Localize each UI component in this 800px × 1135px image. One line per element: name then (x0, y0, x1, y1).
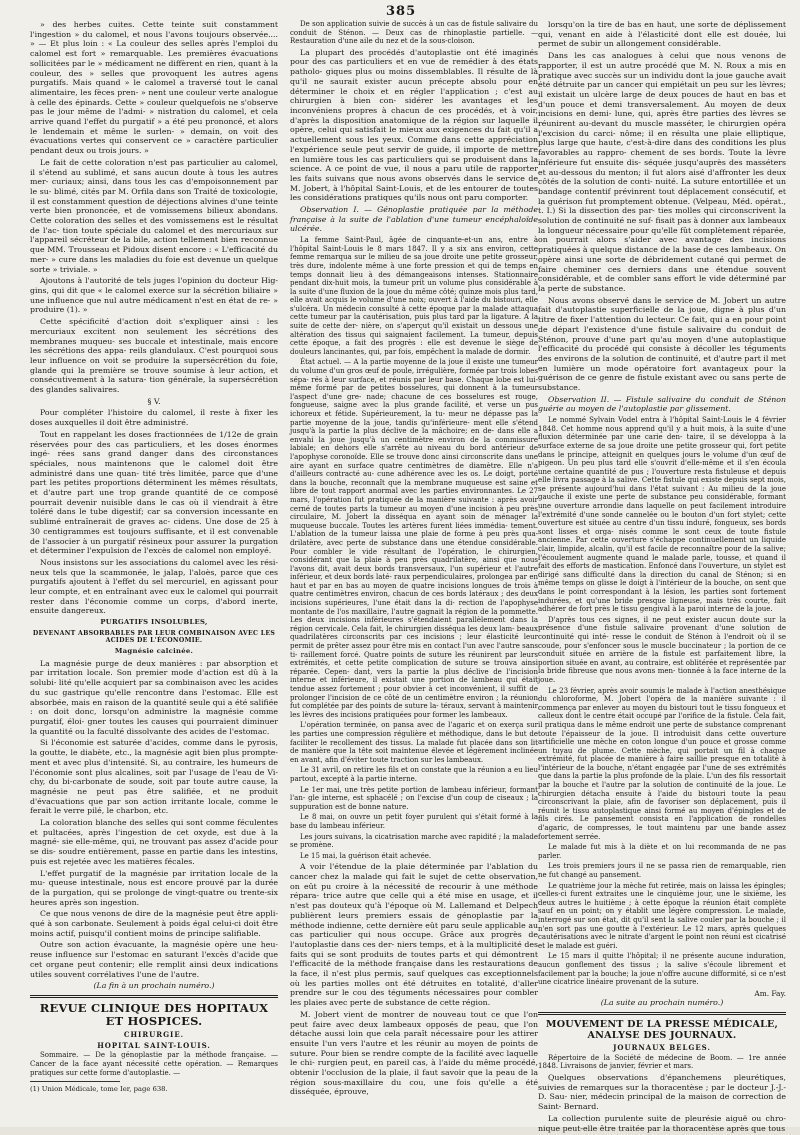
paragraph: Tout en rappelant les doses fractionnées de 1/12e de grain réservées pour des cas particuliers, et les doses énormes ingé- rées sans grand danger dans des circonstances spéciales, nous maintenons que le calomel doit être administré dans une quan- tité très limitée, parce que d'une part les petites proportions déterminent les mêmes résultats, et d'autre part une trop grande quantité de ce composé pourrait devenir nuisible dans le cas où il viendrait à être toléré dans le tube digestif; car sa conversion incessante en sublimé entraînerait de graves ac- cidens. Une dose de 25 à 30 centigrammes est toujours suffisante, et il est convenable de l'associer à un purgatif résineux pour assurer la purgation et déterminer l'expulsion de l'excès de calomel non employé. (30, 429, 278, 556)
section-heading: PURGATIFS INSOLUBLES, (100, 618, 208, 627)
continuation-note: (La suite au prochain numéro.) (600, 998, 724, 1008)
divider (538, 1012, 786, 1015)
paragraph: La coloration blanche des selles qui sont comme féculentes et pultacées, après l'ingestion de cet oxyde, est due à la magné- sie elle-même, qui, ne trouvant pas assez d'acide pour se dis- soudre entièrement, passe en partie dans les intestins, puis est rejetée avec les matières fécales. (30, 818, 278, 866)
divider (30, 995, 278, 998)
revue-title: REVUE CLINIQUE DES HOPITAUX ET HOSPICES. (39, 1000, 269, 1028)
footnote-rule (30, 1081, 120, 1084)
paragraph: L'opération terminée, on pansa avec de l'agaric et on exerça sur les parties une compression régulière et méthodique, dans le but de faciliter le recollement des tissus. La malade fut placée dans son lit de manière que la tête soit maintenue élevée et légèrement inclinée en avant, afin d'éviter toute traction sur les lambeaux. (290, 721, 538, 764)
author-signature: Am. Fay. (754, 988, 786, 998)
paragraph: A voir l'étendue de la plaie déterminée par l'ablation du cancer chez la malade qui fait le sujet de cette observation, on eût pu croire à la nécessité de recourir à une méthode répara- trice autre que celle qui a été mise en usage, et il n'est pas douteux qu'à l'époque où M. Lallemand et Delpech publièrent leurs premiers essais de génoplastie par la méthode indienne, cette dernière eût paru seule applicable au cas particulier qui nous occupe. Grâce aux progrès de l'autoplastie dans ces der- niers temps, et à la multiplicité des faits qui se sont produits de toutes parts et qui démontrent l'efficacité de la méthode française dans les restaurations de la face, il n'est plus permis, sauf quelques cas exceptionnels où les parties molles ont été détruites en totalité, d'aller prendre sur le cou des téguments nécessaires pour combler les plaies avec perte de substance de cette région. (290, 862, 538, 1008)
paragraph: Le 15 mars il quitte l'hôpital; il ne présente aucune induration, aucun gonflement des tissus ; la salive s'écoule librement et facilement par la bouche; la joue n'offre aucune difformité, si ce n'est une cicatrice linéaire provenant de la suture. (538, 952, 786, 987)
revue-subtitle: CHIRURGIE. (123, 1029, 185, 1039)
summary: Sommaire. — De la génoplastie par la méthode française. — Cancer de la face ayant nécessité cette opération. — Remarques pratiques sur cette forme d'autoplastie. — (30, 1051, 278, 1077)
paragraph: Les jours suivans, la cicatrisation marche avec rapidité ; la malade se promène. (290, 832, 538, 850)
paragraph: Le quatrième jour la mèche fut retirée, mais on laissa les épingles; celles-ci furent extraites une le cinquième jour, une le sixième, les deux autres le huitième ; à cette époque la réunion était complète sauf en un point; on y établit une légère compression. Le malade, interrogé sur son état, dit qu'il sent la salive couler par la bouche ; il n'en sort pas une goutte à l'extérieur. Le 12 mars, après quelques cautérisations avec le nitrate d'argent le point non réuni est cicatrisé et le malade est guéri. (538, 881, 786, 950)
repertoire-line: Répertoire de la Société de médecine de Boom. — 1re année 1848. Livraisons de janvier, février et mars. (538, 1053, 786, 1071)
paragraph: lorsqu'on la tire de bas en haut, une sorte de déplissement qui, venant en aide à l'élasticité dont elle est douée, lui permet de subir un allongement considérable. (538, 20, 786, 49)
paragraph: Ajoutons à l'autorité de tels juges l'opinion du docteur Hig- gins, qui dit que « le calomel exerce sur la sécrétion biliaire » une influence que nul autre médicament n'est en état de re- » produire (1). » (30, 276, 278, 315)
column-2 (290, 20, 538, 1099)
continuation-note: (La fin à un prochain numéro.) (93, 981, 215, 991)
observation-title: Observation II. — Fistule salivaire du conduit de Sténon guérie au moyen de l'autoplastie par glissement. (538, 394, 786, 414)
column-3 (538, 20, 786, 1135)
summary-continued: De son application suivie de succès à un cas de fistule salivaire du conduit de Sténon. — Deux cas de rhinoplastie partielle. — Restauration d'une aile du nez et de la sous-cloison. (290, 20, 538, 46)
paragraph: Cette spécificité d'action doit s'expliquer ainsi : les mercuriaux excitent non seulement les sécrétions des membranes muqueu- ses buccale et intestinale, mais encore les sécrétions des appa- reils glandulaux. C'est pourquoi sous leur influence on voit se produire la supersécrétion du foie, glande qui la première se trouve soumise à leur action, et consécutivement à la satura- tion générale, la supersécrétion des glandes salivaires. (30, 317, 278, 395)
paragraph: Ce que nous venons de dire de la magnésie peut être appli- qué à son carbonate. Seulement à poids égal celui-ci doit être moins actif, puisqu'il contient moins de principe salifiable. (30, 909, 278, 938)
paragraph: Le nommé Sylvain Vodel entra à l'hôpital Saint-Louis le 4 février 1848. Cet homme nous apprend qu'il y a huit mois, à la suite d'une fluxion déterminée par une carie den- taire, il se développa à la surface externe de sa joue droite une petite grosseur qui, fort petite dans le principe, atteignit en quelques jours le volume d'un œuf de pigeon. Un peu plus tard elle s'ouvrit d'elle-même et il s'en écoula une certaine quantité de pus ; l'ouverture resta fistuleuse et depuis elle livra passage à la salive. Cette fistule qui existe depuis sept mois, se présente aujourd'hui dans l'état suivant : Au milieu de la joue gauche il existe une perte de substance peu considérable, formant une ouverture arrondie dans laquelle on peut facilement introduire l'extrémité d'une sonde cannelée ou le bouton d'un fort stylet; cette ouverture est située au centre d'un tissu induré, fongueux, ses bords sont lisses et orga- nisés comme le sont ceux de toute fistule ancienne. Par cette ouverture s'échappe continuellement un liquide clair, limpide, alcalin, qu'il est facile de reconnaître pour de la salive; l'écoulement augmente quand le malade parle, tousse, et quand il fait des efforts de mastication. Enfoncé dans l'ouverture, un stylet est dirigé sans difficulté dans la direction du canal de Sténon; si en même temps on glisse le doigt à l'intérieur de la bouche, on sent que dans le point correspondant à la lésion, les parties sont fortement indurées, et qu'une bride presque ligneuse, mais très courte, fait adhérer de fort près le tissu gengival à la paroi interne de la joue. (538, 416, 786, 614)
page-number: 385 (386, 4, 417, 19)
paragraph: Si l'économie est saturée d'acides, comme dans le pyrosis, la goutte, le diabète, etc., la magnésie agit bien plus prompte- ment et avec plus d'intensité. Si, au contraire, les humeurs de l'économie sont plus alcalines, soit par l'usage de l'eau de Vi- chy, du bi-carbonate de soude, soit par toute autre cause, la magnésie ne peut pas être salifiée, et ne produit d'évacuations que par son action irritante locale, comme le ferait le verre pilé, le charbon, etc. (30, 738, 278, 816)
paragraph: Quelques observations d'épanchemens pleurétiques, suivies de remarques sur la thoracentèse ; par le docteur J.-J.-D. Sau- nier, médecin principal de la maison de correction de Saint- Bernard. (538, 1073, 786, 1112)
paragraph: La plupart des procédés d'autoplastie ont été imaginés pour des cas particuliers et en vue de remédier à des états patholo- giques plus ou moins dissemblables. Il résulte de là qu'il ne saurait exister aucun précepte absolu pour en déterminer le choix et en régler l'application ; c'est au chirurgien à bien con- sidérer les avantages et les inconvéniens propres à chacun de ces procédés, et à voir, d'après la disposition anatomique de la région sur laquelle il opère, celui qui satisfait le mieux aux exigences du fait qu'il a actuellement sous les yeux. Comme dans cette appréciation l'expérience seule peut servir de guide, il importe de mettre en lumière tous les cas particuliers qui se produisent dans la science. A ce point de vue, il nous a paru utile de rapporter les faits suivans que nous avons observés dans le service de M. Jobert, à l'hôpital Saint-Louis, et de les entourer de toutes les considérations pratiques qu'ils nous ont paru comporter. (290, 47, 538, 203)
paragraph: Le 15 mai, la guérison était achevée. (300, 851, 432, 860)
paragraph: Pour compléter l'histoire du calomel, il reste à fixer les doses auxquelles il doit être administré. (30, 408, 278, 428)
paragraph: » des herbes cuites. Cette teinte suit constamment l'ingestion » du calomel, et nous l'avons toujours observée.... » — Et plus loin : « La couleur des selles après l'emploi du calomel est fort » remarquable. Les premières évacuations sollicitées par le » médicament ne diffèrent en rien, quant à la couleur, des » selles que provoquent les autres agens purgatifs. Mais quand » le calomel a traversé tout le canal alimentaire, les fèces pren- » nent une couleur verte analogue à celle des épinards. Cette » couleur quelquefois ne s'observe pas le jour même de l'admi- » nistration du calomel, et cela arrive quand l'effet du purgatif » a été peu prononcé, et alors le lendemain et même le surlen- » demain, on voit des évacuations vertes qui conservent ce » caractère particulier pendant deux ou trois jours. » (30, 20, 278, 156)
section-mark: § V. (147, 396, 161, 406)
paragraph: L'effet purgatif de la magnésie par irritation locale de la mu- queuse intestinale, nous est encore prouvé par la durée de la purgation, qui se prolonge de vingt-quatre ou trente-six heures après son ingestion. (30, 868, 278, 907)
paragraph: Le 1er mai, une très petite portion de lambeau inférieur, formant l'an- gle interne, est sphacélé ; on l'excise d'un coup de ciseaux ; la suppuration est de bonne nature. (290, 785, 538, 811)
paragraph: D'après tous ces signes, il ne peut exister aucun doute sur la présence d'une fistule salivaire provenant d'une solution de continuité qui inté- resse le conduit de Sténon à l'endroit où il se coude, pour s'enfoncer sous le muscle buccinateur ; la portion de ce conduit située en arrière de la fistule est parfaitement libre, la portion située en avant, au contraire, est oblitérée et représentée par la bride fibreuse que nous avons men- tionnée à la face interne de la joue. (538, 615, 786, 684)
section-subtitle: Magnésie calcinée. (114, 647, 194, 656)
paragraph: La collection purulente suite de pleurésie aiguë ou chro- nique peut-elle être traitée par la thoracentèse après que tous (538, 1113, 786, 1133)
paragraph: La magnésie purge de deux manières : par absorption et par irritation locale. Son premier mode d'action est dû à la solubi- lité qu'elle acquiert par sa combinaison avec les acides du suc gastrique qu'elle rencontre dans l'estomac. Elle est absorbée, mais en raison de la quantité seule qui a été salifiée : on doit donc, lorsqu'on administre la magnésie comme purgatif, éloi- gner toutes les causes qui pourraient diminuer la quantité ou la faculté dissolvante des acides de l'estomac. (30, 658, 278, 736)
paragraph: Nous avons observé dans le service de M. Jobert un autre fait d'autoplastie superficielle de la joue, digne à plus d'un titre de fixer l'attention du lecteur. Ce fait, qui a en pour point de départ l'existence d'une fistule salivaire du conduit de Sténon, prouve d'une part qu'au moyen d'une autoplastique l'efficacité du procédé qui consiste à décoller les téguments des environs de la solution de continuité, et d'autre part il met en lumière un mode opératoire fort avantageux pour la guérison de ce genre de fistule existant avec ou sans perte de substance. (538, 295, 786, 393)
paragraph: M. Jobert vient de montrer de nouveau tout ce que l'on peut faire avec deux lambeaux opposés de peau, que l'on détache aussi loin que cela paraît nécessaire pour les attirer ensuite l'un vers l'autre et les réunir au moyen de points de suture. Pour bien se rendre compte de la facilité avec laquelle le chi- rurgien peut, en pareil cas, à l'aide du même procédé, obtenir l'occlusion de la plaie, il faut savoir que la peau de la région sous-maxillaire du cou, une fois qu'elle a été disséquée, éprouve, (290, 1009, 538, 1097)
paragraph: Dans les cas analogues à celui que nous venons de rapporter, il est un autre procédé que M. N. Roux a mis en pratique avec succès sur un individu dont la joue gauche avait été détruite par un cancer qui empiétait un peu sur les lèvres; il existait un ulcère large de deux pouces de haut en bas et d'un pouce et demi transversalement. Au moyen de deux incisions en demi- lune, qui, après être parties des lèvres se réunirent au-devant du muscle masséter, le chirurgien opéra l'excision du carci- nôme; il en résulta une plaie elliptique, plus large que haute, c'est-à-dire dans des conditions les plus favorables au rappro- chement de ses bords. Toute la lèvre inférieure fut ensuite dis- séquée jusqu'auprès des masséters et au-dessous du menton; il fut alors aisé d'affronter les deux côtés de la solution de conti- nuité. La suture entortillée et un bandage contentif prévinrent tout déplacement consécutif, et la guérison fut promptement obtenue. (Velpeau, Méd. opérat., t. I.) Si la dissection des par- ties molles qui circonscrivent la solution de continuité ne suf- fisait pas à donner aux lambeaux la longueur nécessaire pour qu'elle fût complètement réparée, on pourrait alors s'aider avec avantage des incisions pratiquées à quelque distance de la base de ces lambeaux. On opère ainsi une sorte de débridement cutané qui permet de faire cheminer ces derniers dans une étendue souvent considérable, et de combler sans effort le vide déterminé par la perte de substance. (538, 51, 786, 293)
paragraph: Outre son action évacuante, la magnésie opère une heu- reuse influence sur l'estomac en saturant l'excès d'acide que cet organe peut contenir; elle remplit ainsi deux indications utiles souvent corrélatives l'une de l'autre. (30, 940, 278, 979)
paragraph: État actuel. — A la partie moyenne de la joue il existe une tumeur du volume d'un gros œuf de poule, irrégulière, formée par trois lobes sépa- rés à leur surface, et réunis par leur base. Chaque lobe est lui-même formé par de petites bosselures, qui donnent à la tumeur l'aspect d'une gre- nade; chacune de ces bosselures est rouge, fongueuse, saigne avec la plus grande facilité, et verse un pus ichoreux et fétide. Supérieurement, la tu- meur ne dépasse pas la partie moyenne de la joue, tandis qu'inférieure- ment elle s'étend jusqu'à la partie la plus déclive de la mâchoire; en de- dans elle a envahi la joue jusqu'à un centimètre environ de la commissure labiale; en dehors elle s'arrête au niveau du bord antérieur de l'apophyse coronoïde. Elle se trouve donc ainsi circonscrite dans une aire ayant en surface quatre centimètres de diamètre. Elle n'a d'ailleurs contracté au- cune adhérence avec les os. Le doigt, porté dans la bouche, reconnaît que la membrane muqueuse est saine et libre de tout rapport anormal avec les parties environnantes. Le 27 mars, l'opération fut pratiquée de la manière suivante : après avoir cerné de toutes parts la tumeur au moyen d'une incision à peu près circulaire, M. Jobert la disséqua en ayant soin de ménager la muqueuse buccale. Toutes les artères furent liées immédia- tement. L'ablation de la tumeur laissa une plaie de forme à peu près qua- drilatère, avec perte de substance dans une étendue considérable. Pour combler le vide résultant de l'opération, le chirurgien, considérant que la plaie à peu près quadrilatère, ainsi que nous l'avons dit, avait deux bords transversaux, l'un supérieur et l'autre inférieur, et deux bords laté- raux perpendiculaires, prolongea par en haut et par en bas au moyen de quatre incisions longues de trois à quatre centimètres environ, chacun de ces bords latéraux ; des deux incisions supérieures, l'une était dans la di- rection de l'apophyse montante de l'os maxillaire, l'autre gagnait la région de la pommette. Les deux incisions inférieures s'étendaient parallèlement dans la région cervicale. Cela fait, le chirurgien disséqua les deux lam- beaux quadrilatères circonscrits par ces incisions ; leur élasticité leur permit de prêter assez pour être mis en contact l'un avec l'autre sans ti- raillement forcé. Quatre points de suture les réunirent par leurs extrémités, et cette petite complication de suture se trouva ainsi réparée. Cepen- dant, vers la partie la plus déclive de l'incision interne et inférieure, il existait une portion de lambeau qui était tendue assez fortement ; pour obvier à cet inconvénient, il suffit de prolonger l'incision de ce côté de un centimètre environ ; la réunion fut complétée par des points de suture la- téraux, servant à maintenir les lèvres des incisions pratiquées pour former les lambeaux. (290, 358, 538, 719)
paragraph: Le 31 avril, on retire les fils et on constate que la réunion a eu lieu partout, excepté à la partie interne. (290, 766, 538, 783)
paragraph: Le 23 février, après avoir soumis le malade à l'action anesthésique du chloroforme, M. Jobert l'opéra de la manière suivante : il commença par enlever au moyen du bistouri tout le tissu fongueux et calleux dont le centre était occupé par l'orifice de la fistule. Cela fait, il pratiqua dans le même endroit une perte de substance comprenant toute l'épaisseur de la joue. Il introduisit dans cette ouverture artificielle une mèche en coton longue d'un pouce et grosse comme un tuyau de plume. Cette mèche, qui portait un fil à chaque extrémité, fut placée de manière à faire saillie presque en totalité à l'intérieur de la bouche, n'étant engagée par l'une de ses extrémités que dans la partie la plus profonde de la plaie. L'un des fils ressortait par la bouche et l'autre par la solution de continuité de la joue. Le chirurgien détacha ensuite à l'aide du bistouri toute la peau circonscrivant la plaie, afin de favoriser son déplacement, puis il réunit le tissu autoplastique ainsi formé au moyen d'épingles et de fils cirés. Le pansement consista en l'application de rondelles d'agaric, de compresses, le tout maintenu par une bande assez fortement serrée. (538, 686, 786, 841)
press-review-title: MOUVEMENT DE LA PRESSE MÉDICALE, ANALYSE DES JOURNAUX. (545, 1019, 779, 1042)
section-subheading: DEVENANT ABSORBABLES PAR LEUR COMBINAISON AVEC LES ACIDES DE L'ÉCONOMIE. (32, 629, 276, 645)
hospital-name: HOPITAL SAINT-LOUIS. (97, 1040, 211, 1050)
paragraph: Le fait de cette coloration n'est pas particulier au calomel, il s'étend au sublimé, et sans aucun doute à tous les autres mer- curiaux; ainsi, dans tous les cas d'empoisonnement par le su- blimé, cités par M. Orfila dans son Traité de toxicologie, il est constamment question de déjections alvines d'une teinte verte bien prononcée, et de vomissemens bilieux abondans. Cette coloration des selles et des vomissemens est le résultat de l'ac- tion toute spéciale du calomel et des mercuriaux sur l'appareil sécréteur de la bile, action tellement bien reconnue que MM. Trousseau et Pidoux disent encore : « L'efficacité du mer- » cure dans les maladies du foie est devenue un quelque sorte » triviale. » (30, 157, 278, 274)
paragraph: Le malade fut mis à la diète et on lui recommanda de ne pas parler. (538, 843, 786, 860)
footnote: (1) Union Médicale, tome Ier, page 638. (30, 1085, 168, 1094)
paragraph: Le 8 mai, on ouvre un petit foyer purulent qui s'était formé à la base du lambeau inférieur. (290, 813, 538, 830)
observation-title: Observation I. — Génoplastie pratiquée par la méthode française à la suite de l'ablation d'une tumeur encéphaloïde ulcérée. (290, 205, 538, 234)
paragraph: Les trois premiers jours il ne se passa rien de remarquable, rien ne fut changé au pansement. (538, 862, 786, 879)
paragraph: Nous insistons sur les associations du calomel avec les rési- neux tels que la scammonée, le jalap, l'aloès, parce que ces purgatifs ajoutent à l'effet du sel mercuriel, en agissant pour leur compte, et en entraînant avec eux le calomel qui pourrait rester dans l'économie comme un corps, d'abord inerte, ensuite dangereux. (30, 557, 278, 616)
column-1 (30, 20, 278, 1093)
journals-heading: JOURNAUX BELGES. (613, 1043, 711, 1053)
paragraph: La femme Saint-Paul, âgée de cinquante-et-un ans, entre à l'hôpital Saint-Louis le 8 mars 1847. Il y a six ans environ, cette femme remarqua sur le milieu de sa joue droite une petite grosseur, très dure, indolente même à une forte pression et qui de temps en temps donnait lieu à des démangeaisons intenses. Stationnaire pendant dix-huit mois, la tumeur prit un volume plus considérable à la suite d'une fluxion de la joue du même côté; quinze mois plus tard, elle avait acquis le volume d'une noix; ouvert à l'aide du bistouri, elle s'ulcéra. Un médecin consulté à cette époque par la malade attaqua cette tumeur par la cautérisation, puis plus tard par la ligature. A la suite de cette der- nière, on s'aperçut qu'il existait un dessous une altération des tissus qui saignaient facilement. La tumeur, depuis cette époque, a fait des progrès : elle est devenue le siège de douleurs lancinantes, qui, par fois, empêchent la malade de dormir. (290, 236, 538, 356)
